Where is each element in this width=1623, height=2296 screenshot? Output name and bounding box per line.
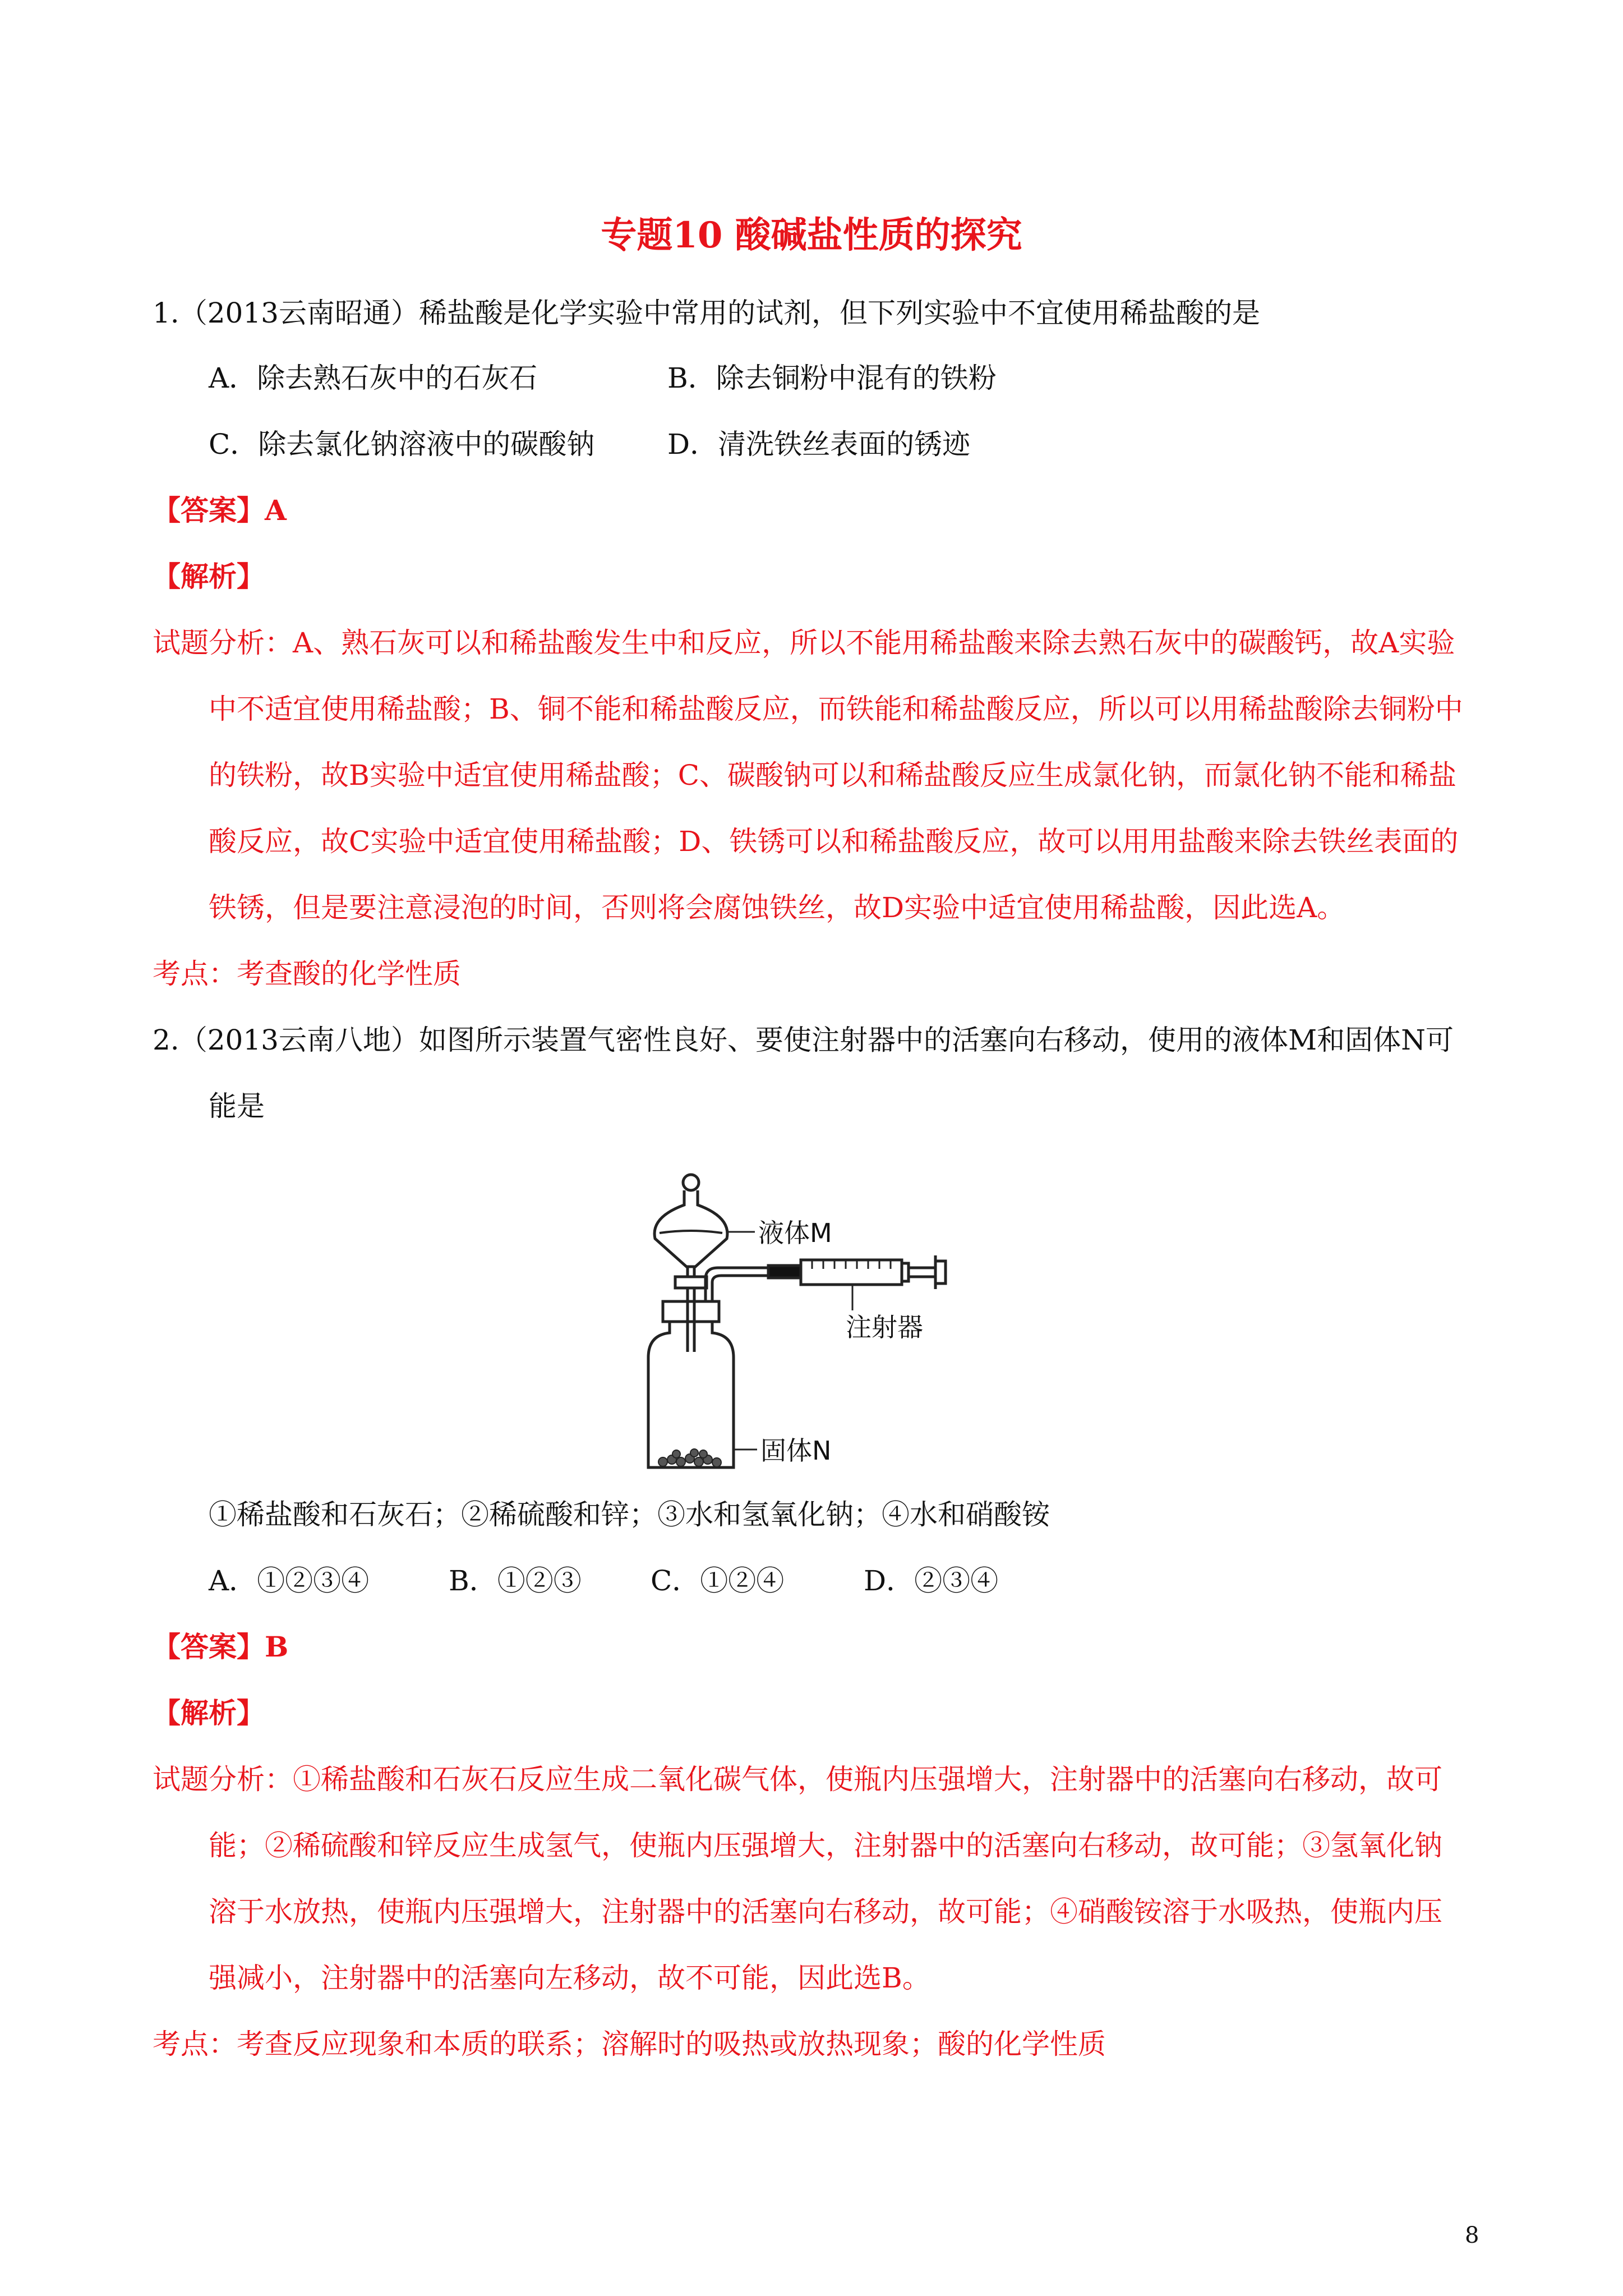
- q2-option-d: D．②③④: [864, 1565, 999, 1597]
- q1-explanation-line: 铁锈，但是要注意浸泡的时间，否则将会腐蚀铁丝，故D实验中适宜使用稀盐酸，因此选A。: [209, 891, 1345, 924]
- syringe-plunger-icon: [902, 1255, 946, 1289]
- q2-option-c: C．①②④: [651, 1565, 785, 1597]
- q1-point: 考点：考查酸的化学性质: [153, 958, 461, 990]
- q2-stem-continued: 能是: [209, 1090, 265, 1122]
- stopcock-icon: [675, 1277, 707, 1288]
- q1-option-c: C．除去氯化钠溶液中的碳酸钠: [209, 428, 595, 461]
- q1-explanation-line: 酸反应，故C实验中适宜使用稀盐酸；D、铁锈可以和稀盐酸反应，故可以用用盐酸来除去铁丝表面的: [209, 825, 1459, 858]
- q2-point: 考点：考查反应现象和本质的联系；溶解时的吸热或放热现象；酸的化学性质: [153, 2028, 1106, 2060]
- q2-analysis-label: 【解析】: [153, 1696, 265, 1729]
- q1-stem: 1.（2013云南昭通）稀盐酸是化学实验中常用的试剂，但下列实验中不宜使用稀盐酸的是: [153, 297, 1260, 329]
- separatory-funnel-icon: [654, 1190, 727, 1267]
- q2-explanation-line: 试题分析：①稀盐酸和石灰石反应生成二氧化碳气体，使瓶内压强增大，注射器中的活塞向右移动，故可: [153, 1763, 1442, 1796]
- q2-option-b: B．①②③: [449, 1565, 582, 1597]
- bottle-icon: [648, 1322, 734, 1467]
- q2-explanation-line: 能；②稀硫酸和锌反应生成氢气，使瓶内压强增大，注射器中的活塞向右移动，故可能；③氢氧化钠: [209, 1829, 1442, 1862]
- funnel-stopper-icon: [683, 1175, 699, 1190]
- label-syringe: 注射器: [846, 1312, 923, 1342]
- bottle-stopper-icon: [663, 1301, 719, 1322]
- label-liquid-m: 液体M: [758, 1218, 832, 1248]
- rubber-tube-icon: [768, 1266, 801, 1278]
- apparatus-figure: [628, 1167, 1021, 1481]
- q2-option-a: A．①②③④: [209, 1565, 370, 1597]
- q1-answer: 【答案】A: [153, 494, 287, 527]
- q1-explanation-line: 试题分析：A、熟石灰可以和稀盐酸发生中和反应，所以不能用稀盐酸来除去熟石灰中的碳酸钙，故A实验: [153, 627, 1455, 659]
- q1-analysis-label: 【解析】: [153, 560, 265, 593]
- q2-answer: 【答案】B: [153, 1630, 289, 1663]
- q1-explanation-line: 的铁粉，故B实验中适宜使用稀盐酸；C、碳酸钠可以和稀盐酸反应生成氯化钠，而氯化钠不能和稀盐: [209, 759, 1456, 792]
- page-number: 8: [1465, 2223, 1479, 2248]
- q2-stem: 2.（2013云南八地）如图所示装置气密性良好、要使注射器中的活塞向右移动，使用的液体M和固体N可: [153, 1024, 1454, 1056]
- q1-option-a: A．除去熟石灰中的石灰石: [209, 362, 538, 394]
- label-solid-n: 固体N: [760, 1435, 832, 1466]
- syringe-barrel-icon: [801, 1260, 902, 1285]
- q1-explanation-line: 中不适宜使用稀盐酸；B、铜不能和稀盐酸反应，而铁能和稀盐酸反应，所以可以用稀盐酸除去铜粉中: [209, 693, 1463, 725]
- q1-option-d: D．清洗铁丝表面的锈迹: [667, 428, 971, 461]
- page-title: 专题10 酸碱盐性质的探究: [601, 214, 1022, 256]
- q2-explanation-line: 强减小，注射器中的活塞向左移动，故不可能，因此选B。: [209, 1962, 930, 1994]
- q1-option-b: B．除去铜粉中混有的铁粉: [667, 362, 997, 394]
- solid-pile-icon: [658, 1449, 721, 1467]
- q2-explanation-line: 溶于水放热，使瓶内压强增大，注射器中的活塞向右移动，故可能；④硝酸铵溶于水吸热，使瓶内压: [209, 1895, 1442, 1928]
- q2-choices: ①稀盐酸和石灰石；②稀硫酸和锌；③水和氢氧化钠；④水和硝酸铵: [209, 1498, 1050, 1531]
